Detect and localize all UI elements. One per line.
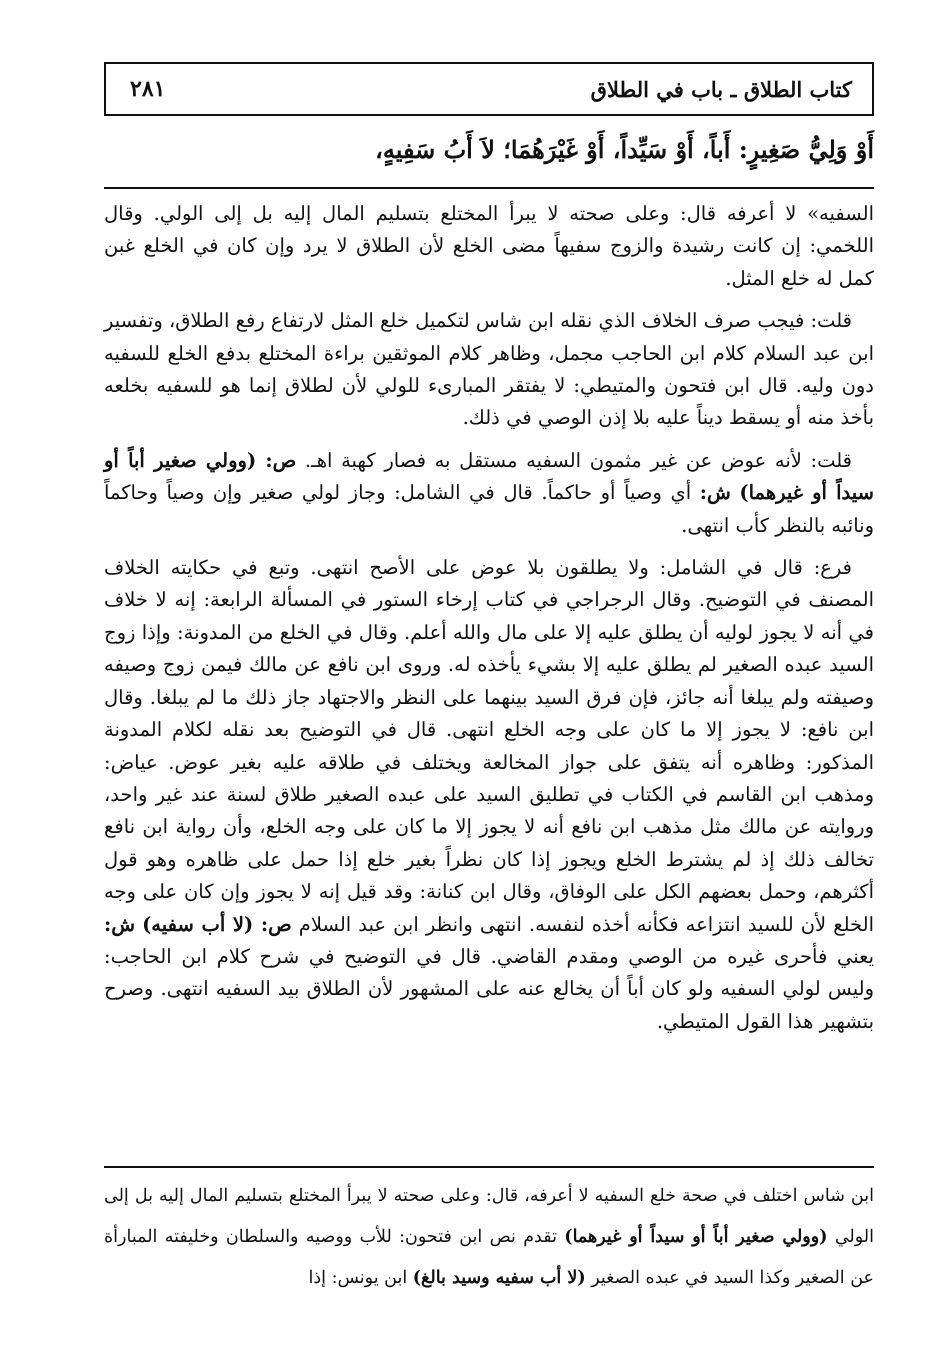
commentary-paragraph bbox=[104, 198, 874, 295]
commentary-paragraph bbox=[104, 552, 874, 1038]
sharh-marker: ش: bbox=[104, 912, 136, 936]
matn-quote: ص: (وولي صغير أباً أو سيداً أو غيرهما) bbox=[104, 448, 875, 505]
footnote-matn-quote: (وولي صغير أباً أو سيداً أو غيرهما) bbox=[564, 1227, 828, 1247]
paragraph-text: السفيه» لا أعرفه قال: وعلى صحته لا يبرأ المختلع بتسليم المال إليه بل إلى الولي. وقال اللخمي: إن كانت رشيدة والزوج سفيهاً مضى الخلع لأن الطلاق لا يرد وإن كان في الخلع غبن كمل له خلع المثل. bbox=[104, 202, 874, 290]
paragraph-text: يعني فأحرى غيره من الوصي ومقدم القاضي. قال في التوضيح في شرح كلام ابن الحاجب: وليس لولي السفيه ولو كان أباً أن يخالع عنه على المشهور لأن الطلاق بيد السفيه انتهى. وصرح بتشهير هذا القول المتيطي. bbox=[104, 944, 874, 1033]
page-number: ٢٨١ bbox=[130, 76, 166, 102]
paragraph-text: أي وصياً أو حاكماً. قال في الشامل: وجاز لولي صغير وإن وصياً وحاكماً ونائبه بالنظر كأب انتهى. bbox=[104, 481, 874, 537]
footnote-divider bbox=[104, 1166, 874, 1168]
paragraph-text: قلت: فيجب صرف الخلاف الذي نقله ابن شاس لتكميل خلع المثل لارتفاع رفع الطلاق، وتفسير ابن عبد السلام كلام ابن الحاجب مجمل، وظاهر كلام الموثقين براءة المختلع بدفع الخلع للسفيه دون وليه. قال ابن فتحون والمتيطي: لا يفتقر المبارىء للولي لأن لطلاق إنما هو للسفيه بخلعه بأخذ منه أو يسقط ديناً عليه بلا إذن الوصي في ذلك. bbox=[104, 309, 874, 430]
footnote-text: ابن شاس اختلف في صحة خلع السفيه لا أعرفه، قال: وعلى صحته لا يبرأ المختلع بتسليم المال إليه بل إلى الولي bbox=[104, 1186, 874, 1247]
footnotes bbox=[104, 1176, 874, 1299]
commentary-paragraph bbox=[104, 445, 874, 542]
matn-quote: ص: (لا أب سفيه) bbox=[142, 912, 292, 936]
page-header bbox=[104, 62, 874, 116]
paragraph-text: فرع: قال في الشامل: ولا يطلقون بلا عوض على الأصح انتهى. وتبع في حكايته الخلاف المصنف في التوضيح. وقال الرجراجي في كتاب إرخاء الستور في المسألة الرابعة: إنه لا خلاف في أنه لا يجوز لوليه أن يطلق عليه إلا على مال والله أعلم. وقال في الخلع من المدونة: وإذا زوج السيد عبده الصغير لم يطلق عليه إلا بشيء يأخذه له. وروى ابن نافع عن مالك فيمن زوج وصيفه وصيفته ولم يبلغا أنه جائز، فإن فرق السيد بينهما على النظر والاجتهاد جاز ذلك ما لم يبلغا. وقال ابن نافع: لا يجوز إلا ما كان على وجه الخلع انتهى. قال في التوضيح بعد نقله لكلام المدونة المذكور: وظاهره أنه يتفق على جواز المخالعة ويختلف في طلاقه عليه بغير عوض. عياض: ومذهب ابن القاسم في الكتاب في تطليق السيد على عبده الصغير طلاق لسنة عند غير واحد، وروايته عن مالك مثل مذهب ابن نافع أنه لا يجوز إلا ما كان على وجه الخلع، وأن رواية ابن نافع تخالف ذلك إذ لم يشترط الخلع ويجوز إذا كان نظراً بغير خلع إذا حمل على ظاهره وهو قول أكثرهم، وحمل بعضهم الكل على الوفاق، وقال ابن كنانة: وقد قيل إنه لا يجوز وإن كان على وجه الخلع لأن للسيد انتزاعه فكأنه أخذه لنفسه. انتهى وانظر ابن عبد السلام bbox=[104, 556, 874, 936]
commentary-paragraph bbox=[104, 305, 874, 435]
footnote-matn-quote: (لا أب سفيه وسيد بالغ) bbox=[412, 1268, 586, 1288]
footnote-text: ابن يونس: إذا bbox=[308, 1268, 408, 1288]
sharh-marker: ش: bbox=[699, 481, 731, 505]
footnote-paragraph bbox=[104, 1176, 874, 1299]
matn-divider bbox=[104, 187, 874, 189]
running-title: كتاب الطلاق ـ باب في الطلاق bbox=[590, 76, 852, 102]
commentary-body bbox=[104, 198, 874, 1048]
matn-text: أَوْ وَلِيُّ صَغِيرٍ: أَباً، أَوْ سَيِّداً، أَوْ غَيْرَهُمَا؛ لاَ أَبُ سَفِيهٍ، bbox=[375, 135, 874, 164]
footnote-text: تقدم نص ابن فتحون: للأب ووصيه والسلطان وخليفته المبارأة عن الصغير وكذا السيد في عبده الصغير bbox=[104, 1227, 874, 1288]
paragraph-text: قلت: لأنه عوض عن غير مثمون السفيه مستقل به فصار كهبة اهـ. bbox=[304, 448, 853, 472]
